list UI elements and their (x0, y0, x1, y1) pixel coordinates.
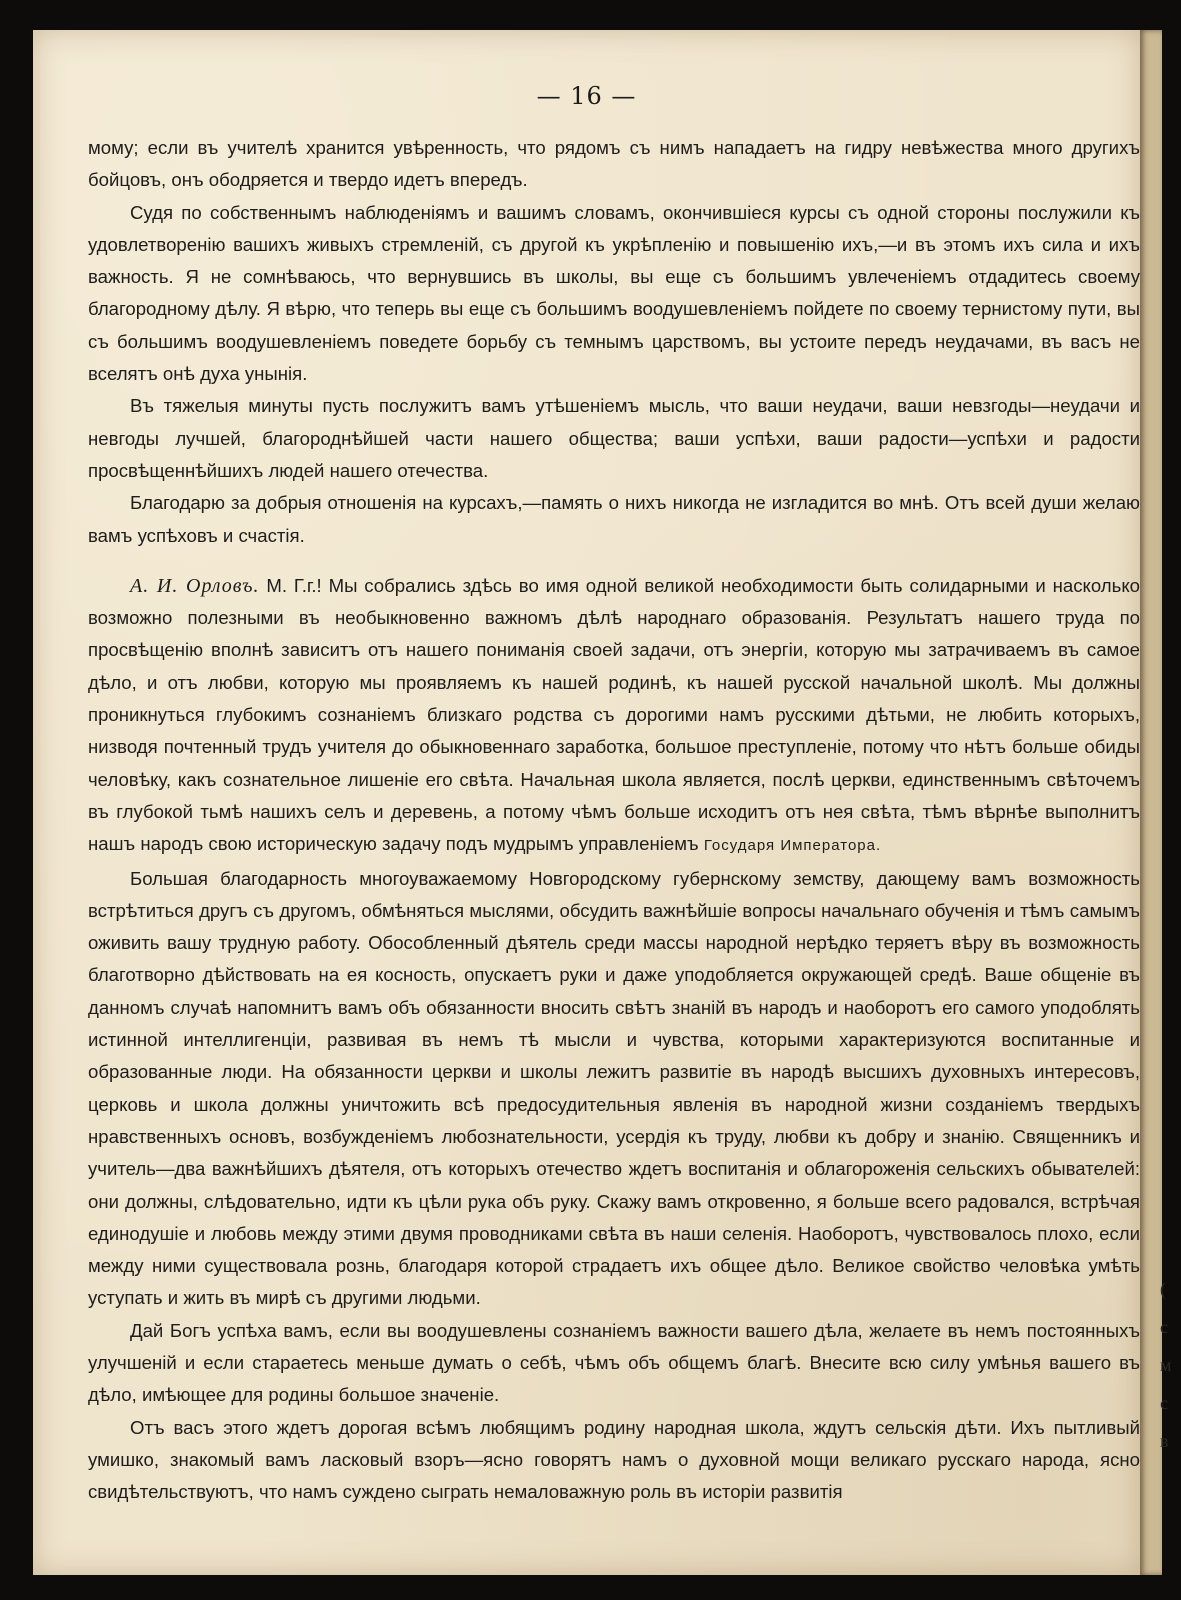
page-number: — 16 — (536, 82, 637, 110)
edge-letter: ( (1160, 1279, 1166, 1299)
paragraph: Судя по собственнымъ наблюденіямъ и вашимъ словамъ, окончившіеся курсы съ одной стороны послужили къ удовлетворенію вашихъ живыхъ стремленій, съ другой къ укрѣпленію и повышенію ихъ,—и въ этомъ ихъ сила и ихъ важность. Я не сомнѣваюсь, что вернувшись въ школы, вы еще съ большимъ увлеченіемъ отдадитесь своему благородному дѣлу. Я вѣрю, что теперь вы еще съ большимъ воодушевленіемъ пойдете по своему тернистому пути, вы съ большимъ воодушевленіемъ поведете борьбу съ темнымъ царствомъ, вы устоите передъ неудачами, въ васъ не вселятъ онѣ духа унынія. (88, 201, 1140, 385)
paragraph-continued: мому; если въ учителѣ хранится увѣренность, что рядомъ съ нимъ нападаетъ на гидру невѣжества много другихъ бойцовъ, онъ ободряется и твердо идетъ впередъ. (88, 137, 1140, 191)
edge-letter: в (1160, 1431, 1169, 1451)
paragraph: Въ тяжелыя минуты пусть послужитъ вамъ утѣшеніемъ мысль, что ваши неудачи, ваши невзгоды—неудачи и невгоды лучшей, благороднѣйшей части нашего общества; ваши успѣхи, ваши радости—успѣхи и радости просвѣщеннѣйшихъ людей нашего отечества. (88, 395, 1140, 481)
speaker-name: А. И. Орловъ. (130, 574, 260, 597)
speech-opening-paragraph (88, 570, 1140, 863)
speech-paragraph: Отъ васъ этого ждетъ дорогая всѣмъ любящимъ родину народная школа, ждутъ сельскія дѣти. Ихъ пытливый умишко, знакомый вамъ ласковый взоръ—ясно говорятъ намъ о духовной мощи великаго русскаго народа, ясно свидѣтельствуютъ, что намъ суждено сыграть немаловажную роль въ исторіи развитія (88, 1416, 1140, 1503)
next-page-edge (1140, 30, 1162, 1575)
edge-letter: c (1160, 1393, 1168, 1413)
edge-letter: c (1160, 1317, 1168, 1337)
page-body-text (88, 132, 1140, 1508)
book-page (33, 30, 1140, 1575)
emperor-title-smallcaps: Государя Императора. (703, 837, 882, 855)
next-page-edge-letters (1160, 1270, 1174, 1460)
speech-opening-text: М. Г.г.! Мы собрались здѣсь во имя одной великой необходимости быть солидарными и насколько возможно полезными въ необыкновенно важномъ дѣлѣ народнаго образованія. Результатъ нашего труда по просвѣщенію вполнѣ зависитъ отъ нашего пониманія своей задачи, отъ энергіи, которую мы затрачиваемъ въ самое дѣло, и отъ любви, которую мы проявляемъ къ нашей родинѣ, къ нашей русской начальной школѣ. Мы должны проникнуться глубокимъ сознаніемъ близкаго родства съ дорогими намъ русскими дѣтьми, не любить которыхъ, низводя почтенный трудъ учителя до обыкновеннаго заработка, большое преступленіе, потому что нѣтъ больше обиды человѣку, какъ сознательное лишеніе его свѣта. Начальная школа является, послѣ церкви, единственнымъ свѣточемъ въ глубокой тьмѣ нашихъ селъ и деревень, а потому чѣмъ больше исходитъ отъ нея свѣта, тѣмъ вѣрнѣе выполнитъ нашъ народъ свою историческую задачу подъ мудрымъ управленіемъ (88, 574, 1141, 855)
speech-paragraph: Большая благодарность многоуважаемому Новгородскому губернскому земству, дающему вамъ возможность встрѣтиться другъ съ другомъ, обмѣняться мыслями, обсудить важнѣйшіе вопросы начальнаго обученія и тѣмъ самымъ оживить вашу трудную работу. Обособленный дѣятель среди массы народной нерѣдко теряетъ вѣру въ возможность благотворно дѣйствовать на ея косность, опускаетъ руки и даже уподобляется окружающей средѣ. Ваше общеніе въ данномъ случаѣ напомнитъ вамъ объ обязанности вносить свѣтъ знаній въ народъ и наоборотъ его самого уподоблять истинной интеллигенціи, развивая въ немъ тѣ мысли и чувства, которыми характеризуются воспитанные и образованные люди. На обязанности церкви и школы лежитъ развитіе въ народѣ высшихъ духовныхъ интересовъ, церковь и школа должны уничтожить всѣ предосудительныя явленія въ народной жизни созданіемъ твердыхъ нравственныхъ основъ, возбужденіемъ любознательности, усердія къ труду, любви къ добру и знанію. Священникъ и учитель—два важнѣйшихъ дѣятеля, отъ которыхъ отечество ждетъ воспитанія и облагороженія сельскихъ обывателей: они должны, слѣдовательно, идти къ цѣли рука объ руку. Скажу вамъ откровенно, я больше всего радовался, встрѣчая единодушіе и любовь между этими двумя проводниками свѣта въ наши селенія. Наоборотъ, чувствовалось плохо, если между ними существовала рознь, благодаря которой страдаетъ ихъ общее дѣло. Великое свойство человѣка умѣть уступать и жить въ мирѣ съ другими людьми. (88, 867, 1140, 1309)
paragraph: Благодарю за добрыя отношенія на курсахъ,—память о нихъ никогда не изгладится во мнѣ. Отъ всей души желаю вамъ успѣховъ и счастія. (88, 492, 1140, 546)
edge-letter: м (1160, 1355, 1172, 1375)
speech-paragraph: Дай Богъ успѣха вамъ, если вы воодушевлены сознаніемъ важности вашего дѣла, желаете въ немъ постоянныхъ улучшеній и если стараетесь меньше думать о себѣ, чѣмъ объ общемъ благѣ. Внесите всю силу умѣнья вашего въ дѣло, имѣющее для родины большое значеніе. (88, 1319, 1140, 1406)
